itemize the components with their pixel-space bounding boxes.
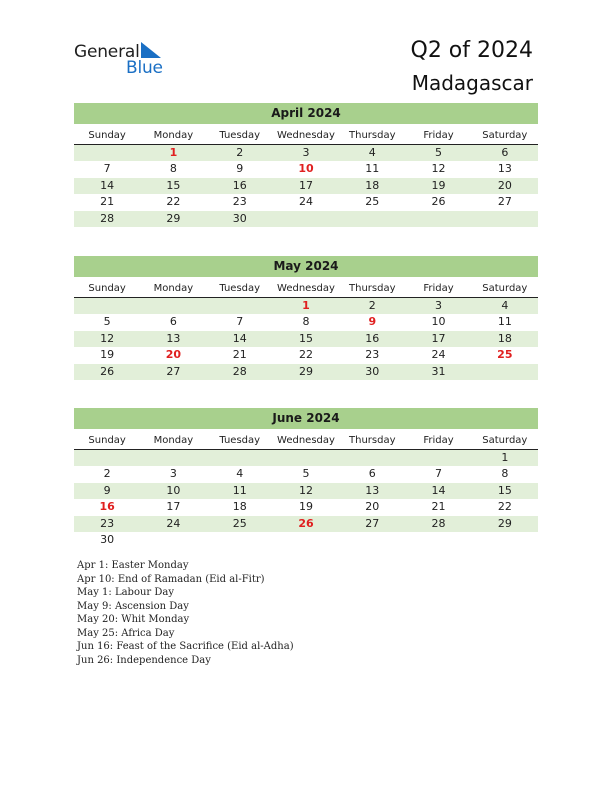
holiday-note: May 25: Africa Day <box>77 627 175 639</box>
month-title: April 2024 <box>74 103 538 124</box>
day-cell: 14 <box>100 178 115 192</box>
day-cell <box>140 298 206 314</box>
weekday-label: Wednesday <box>277 130 335 141</box>
week-row <box>74 499 538 515</box>
weekday-label: Thursday <box>349 283 396 294</box>
day-cell <box>273 532 339 548</box>
week-row <box>74 178 538 194</box>
page-title: Q2 of 2024 <box>410 38 533 63</box>
holiday-day-cell: 1 <box>169 146 178 159</box>
day-cell <box>140 450 206 466</box>
day-cell: 21 <box>232 348 247 362</box>
week-row <box>74 194 538 210</box>
day-cell <box>339 532 405 548</box>
week-row <box>74 532 538 548</box>
holiday-note: Apr 1: Easter Monday <box>77 560 189 571</box>
day-cell: 26 <box>100 364 115 378</box>
day-cell: 20 <box>365 500 380 514</box>
day-cell: 25 <box>232 516 247 530</box>
day-cell: 17 <box>431 331 446 345</box>
day-cell: 23 <box>232 195 247 209</box>
day-cell: 21 <box>431 500 446 514</box>
day-cell <box>74 298 140 314</box>
generalblue-logo <box>74 40 174 80</box>
day-cell: 14 <box>232 331 247 345</box>
day-cell <box>273 450 339 466</box>
week-row <box>74 161 538 177</box>
day-cell: 22 <box>298 348 313 362</box>
day-cell: 15 <box>298 331 313 345</box>
holiday-note: Jun 16: Feast of the Sacrifice (Eid al-Adha) <box>77 641 294 652</box>
day-cell: 13 <box>166 331 181 345</box>
day-cell: 24 <box>431 348 446 362</box>
holiday-day-cell: 16 <box>99 500 115 514</box>
day-cell <box>207 450 273 466</box>
day-cell: 2 <box>368 299 376 312</box>
day-cell <box>207 532 273 548</box>
day-cell: 29 <box>298 364 313 378</box>
day-cell: 19 <box>431 178 446 192</box>
holiday-day-cell: 1 <box>302 299 310 312</box>
week-row <box>74 314 538 330</box>
weekday-label: Saturday <box>482 435 528 446</box>
day-cell <box>405 532 471 548</box>
day-cell <box>405 450 471 466</box>
weekday-label: Monday <box>153 130 194 141</box>
day-cell: 11 <box>497 315 512 329</box>
week-row <box>74 298 538 314</box>
day-cell: 25 <box>365 195 380 209</box>
holiday-note: Jun 26: Independence Day <box>77 654 211 666</box>
weekday-label: Tuesday <box>219 283 261 294</box>
day-cell: 6 <box>368 467 376 481</box>
weekday-label: Saturday <box>482 130 528 141</box>
weekday-label: Saturday <box>482 283 528 294</box>
day-cell: 30 <box>365 364 380 378</box>
day-cell: 10 <box>166 483 181 497</box>
holiday-day-cell: 9 <box>368 315 377 329</box>
holiday-note: Apr 10: End of Ramadan (Eid al-Fitr) <box>77 573 265 585</box>
week-row <box>74 347 538 363</box>
weekday-label: Wednesday <box>277 435 335 446</box>
day-cell: 1 <box>501 451 509 464</box>
day-cell: 26 <box>431 195 446 209</box>
holiday-day-cell: 20 <box>165 348 182 362</box>
day-cell <box>207 298 273 314</box>
day-cell: 5 <box>103 315 111 329</box>
day-cell <box>273 211 339 227</box>
day-cell <box>140 532 206 548</box>
week-row <box>74 466 538 482</box>
weekday-label: Sunday <box>88 130 126 141</box>
day-cell: 15 <box>166 178 181 192</box>
day-cell: 13 <box>497 162 512 176</box>
day-cell <box>339 450 405 466</box>
day-cell <box>339 211 405 227</box>
day-cell: 11 <box>365 162 380 176</box>
holiday-note: May 20: Whit Monday <box>77 614 190 625</box>
weekday-label: Friday <box>423 435 454 446</box>
day-cell: 6 <box>169 315 177 329</box>
weekday-label: Monday <box>153 283 194 294</box>
month-title: June 2024 <box>74 408 538 429</box>
day-cell: 7 <box>236 315 244 329</box>
day-cell: 24 <box>166 516 181 530</box>
day-cell <box>472 532 538 548</box>
day-cell: 19 <box>100 348 115 362</box>
day-cell: 3 <box>302 146 310 159</box>
weekday-label: Monday <box>153 435 194 446</box>
day-cell: 20 <box>497 178 512 192</box>
weekday-label: Thursday <box>349 435 396 446</box>
holiday-day-cell: 10 <box>298 162 314 176</box>
week-row <box>74 331 538 347</box>
day-cell: 4 <box>236 467 244 481</box>
day-cell: 3 <box>169 467 177 481</box>
day-cell: 15 <box>497 483 512 497</box>
day-cell: 28 <box>232 364 247 378</box>
day-cell: 7 <box>103 162 111 176</box>
day-cell: 27 <box>365 516 380 530</box>
day-cell: 8 <box>169 162 177 176</box>
week-row <box>74 364 538 380</box>
weekday-header-row <box>74 432 538 450</box>
weekday-label: Friday <box>423 130 454 141</box>
day-cell: 18 <box>497 331 512 345</box>
weekday-label: Tuesday <box>219 435 261 446</box>
day-cell: 21 <box>100 195 115 209</box>
day-cell: 29 <box>497 516 512 530</box>
week-row <box>74 145 538 161</box>
day-cell: 11 <box>232 483 247 497</box>
day-cell: 29 <box>166 211 181 225</box>
day-cell: 3 <box>435 299 443 312</box>
weekday-label: Thursday <box>349 130 396 141</box>
month-calendar <box>74 103 538 227</box>
holiday-notes <box>77 559 294 667</box>
logo-blue-text: Blue <box>126 58 163 78</box>
day-cell: 4 <box>501 299 509 312</box>
weekday-label: Sunday <box>88 435 126 446</box>
day-cell: 17 <box>298 178 313 192</box>
month-title: May 2024 <box>74 256 538 277</box>
day-cell: 17 <box>166 500 181 514</box>
day-cell: 4 <box>368 146 376 159</box>
day-cell <box>74 145 140 161</box>
day-cell: 8 <box>501 467 509 481</box>
holiday-day-cell: 26 <box>298 516 314 530</box>
day-cell: 27 <box>166 364 181 378</box>
weekday-label: Tuesday <box>219 130 261 141</box>
day-cell: 10 <box>431 315 446 329</box>
day-cell: 16 <box>232 178 247 192</box>
day-cell: 2 <box>103 467 111 481</box>
day-cell: 9 <box>236 162 244 176</box>
day-cell: 18 <box>365 178 380 192</box>
weekday-label: Wednesday <box>277 283 335 294</box>
day-cell: 13 <box>365 483 380 497</box>
month-calendar <box>74 256 538 380</box>
logo-general-text: General <box>74 42 140 62</box>
weekday-header-row <box>74 127 538 145</box>
country-name: Madagascar <box>411 71 533 95</box>
holiday-note: May 1: Labour Day <box>77 587 174 598</box>
week-row <box>74 483 538 499</box>
day-cell: 28 <box>100 211 115 225</box>
day-cell: 23 <box>100 516 115 530</box>
day-cell: 30 <box>100 532 115 546</box>
holiday-day-cell: 25 <box>497 348 513 362</box>
day-cell: 14 <box>431 483 446 497</box>
holiday-note: May 9: Ascension Day <box>77 600 189 612</box>
day-cell <box>74 450 140 466</box>
day-cell: 31 <box>431 364 446 378</box>
day-cell: 12 <box>298 483 313 497</box>
day-cell: 28 <box>431 516 446 530</box>
day-cell: 27 <box>497 195 512 209</box>
day-cell: 22 <box>497 500 512 514</box>
day-cell: 18 <box>232 500 247 514</box>
weekday-header-row <box>74 280 538 298</box>
day-cell: 6 <box>501 146 509 159</box>
day-cell: 8 <box>302 315 310 329</box>
day-cell <box>472 364 538 380</box>
day-cell: 9 <box>103 483 111 497</box>
month-calendar <box>74 408 538 548</box>
day-cell: 12 <box>100 331 115 345</box>
weekday-label: Friday <box>423 283 454 294</box>
week-row <box>74 516 538 532</box>
day-cell: 16 <box>365 331 380 345</box>
day-cell: 5 <box>302 467 310 481</box>
day-cell: 30 <box>232 211 247 225</box>
day-cell <box>472 211 538 227</box>
week-row <box>74 211 538 227</box>
day-cell: 12 <box>431 162 446 176</box>
week-row <box>74 450 538 466</box>
day-cell: 19 <box>298 500 313 514</box>
day-cell: 5 <box>435 146 443 159</box>
day-cell: 24 <box>298 195 313 209</box>
day-cell <box>405 211 471 227</box>
day-cell: 7 <box>435 467 443 481</box>
day-cell: 2 <box>236 146 244 159</box>
weekday-label: Sunday <box>88 283 126 294</box>
day-cell: 23 <box>365 348 380 362</box>
day-cell: 22 <box>166 195 181 209</box>
